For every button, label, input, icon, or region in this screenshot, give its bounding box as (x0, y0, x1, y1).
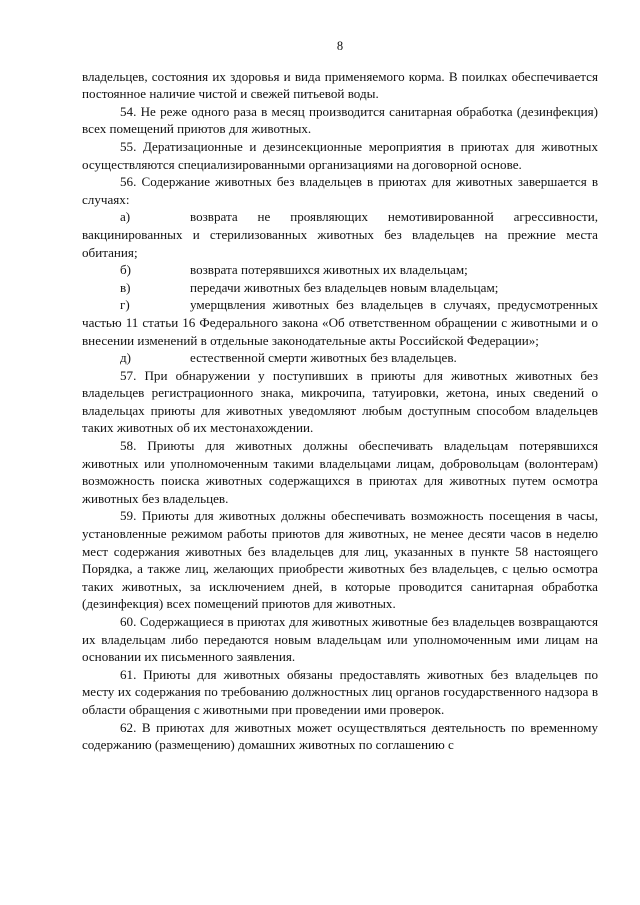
list-item-label: д) (120, 350, 132, 366)
list-item-v (82, 279, 598, 297)
list-item-text: естественной смерти животных без владельцев. (190, 350, 457, 366)
list-item-text: возврата потерявшихся животных их владельцам; (190, 262, 468, 278)
list-item-g (82, 296, 598, 349)
paragraph-61: 61. Приюты для животных обязаны предоставлять животных без владельцев по месту их содержания по требованию должностных лиц органов государственного надзора в области обращения с животными при проведении ими проверок. (82, 666, 598, 717)
list-item-label: б) (120, 262, 132, 278)
paragraph-57: 57. При обнаружении у поступивших в приюты для животных животных без владельцев регистрационного знака, микрочипа, татуировки, жетона, иных сведений о владельцах приюты для животных уведомляют любым доступным способом владельцев таких животных об их местонахождении. (82, 367, 598, 436)
list-item-label: в) (120, 279, 131, 295)
page-number: 8 (336, 39, 344, 53)
paragraph-60: 60. Содержащиеся в приютах для животных животные без владельцев возвращаются их владельцам либо передаются новым владельцам или уполномоченным ими лицам на основании их письменного заявления. (82, 614, 598, 665)
paragraph-56: 56. Содержание животных без владельцев в приютах для животных завершается в случаях: (82, 174, 598, 207)
list-item-text: умерщвления животных без владельцев в случаях, предусмотренных частью 11 статьи 16 Федерального закона «Об ответственном обращении с животными и о внесении изменений в отдельные законодательные акты Российской Федерации»; (82, 297, 598, 348)
list-item-b (82, 261, 598, 279)
paragraph-55: 55. Дератизационные и дезинсекционные мероприятия в приютах для животных осуществляются специализированными организациями на договорной основе. (82, 138, 598, 172)
list-item-text: возврата не проявляющих немотивированной агрессивности, вакцинированных и стерилизованных животных без владельцев на прежние места обитания; (82, 209, 598, 260)
paragraph-62: 62. В приютах для животных может осуществляться деятельность по временному содержанию (размещению) домашних животных по соглашению с (82, 719, 598, 753)
list-item-a (82, 208, 598, 261)
list-item-d (82, 349, 598, 367)
paragraph-54: 54. Не реже одного раза в месяц производится санитарная обработка (дезинфекция) всех помещений приютов для животных. (82, 103, 598, 137)
paragraph-59: 59. Приюты для животных должны обеспечивать возможность посещения в часы, установленные режимом работы приютов для животных, не менее десяти часов в неделю мест содержания животных без владельцев для лиц, указанных в пункте 58 настоящего Порядка, а также лиц, желающих приобрести животных без владельцев, с целью осмотра таких животных, за исключением дней, в которые проводится санитарная обработка (дезинфекция) всех помещений приютов для животных. (82, 508, 598, 612)
list-item-label: а) (120, 209, 131, 225)
paragraph-58: 58. Приюты для животных должны обеспечивать владельцам потерявшихся животных или уполномоченным такими владельцами лицам, добровольцам (волонтерам) возможность поиска животных содержащихся в приютах для животных путем осмотра животных без владельцев. (82, 438, 598, 506)
paragraph-continued: владельцев, состояния их здоровья и вида применяемого корма. В поилках обеспечивается постоянное наличие чистой и свежей питьевой воды. (82, 68, 598, 102)
list-item-text: передачи животных без владельцев новым владельцам; (190, 279, 499, 295)
list-item-label: г) (120, 297, 130, 313)
